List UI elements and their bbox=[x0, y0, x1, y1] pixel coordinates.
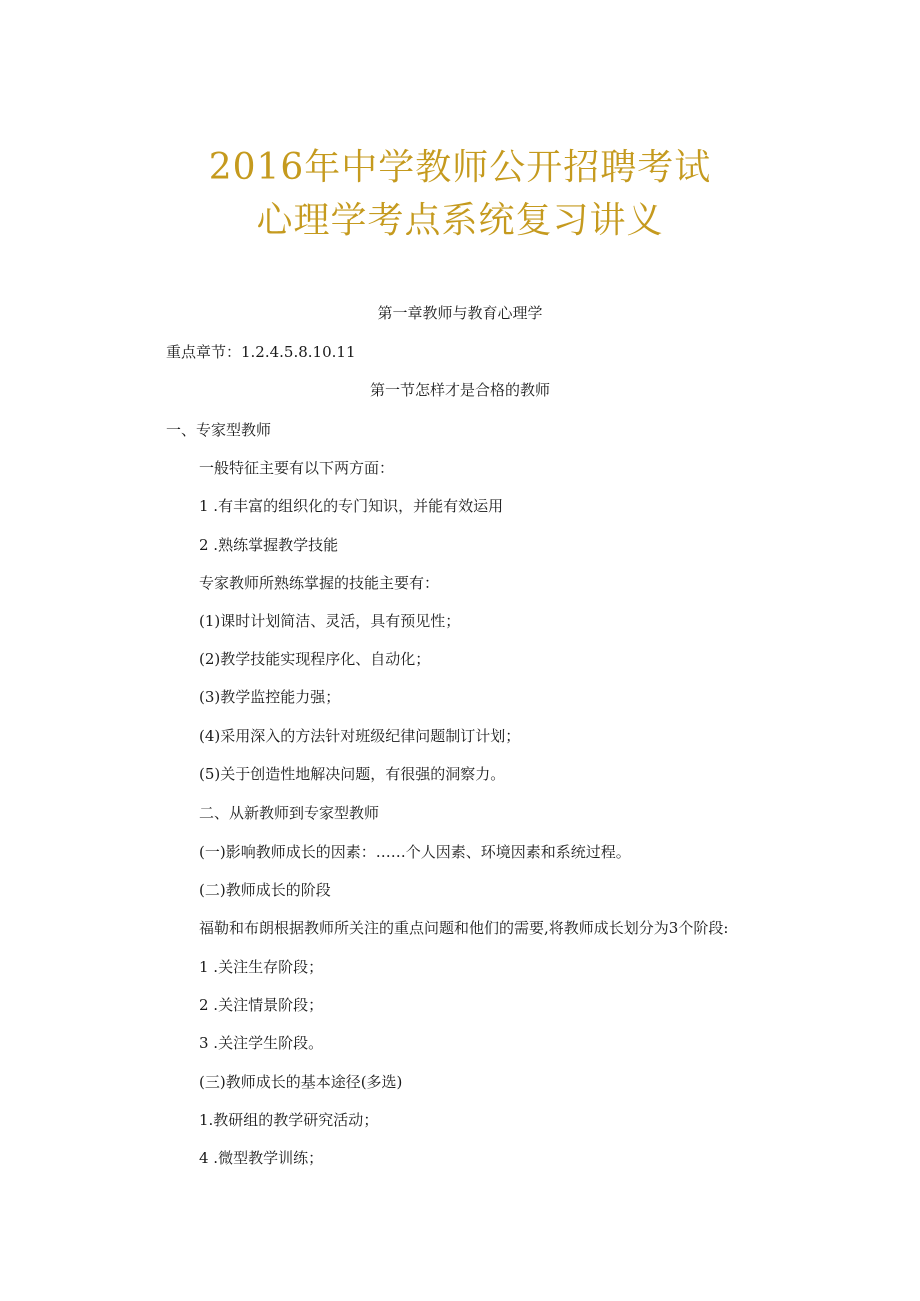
chapter-heading: 第一章教师与教育心理学 bbox=[377, 304, 543, 322]
document-title-line-2: 心理学考点系统复习讲义 bbox=[256, 200, 664, 241]
list-item: (1)课时计划简洁、灵活，具有预见性； bbox=[199, 612, 461, 630]
paragraph-line: (三)教师成长的基本途径(多选) bbox=[199, 1073, 403, 1091]
paragraph-line: 专家教师所熟练掌握的技能主要有： bbox=[199, 574, 440, 592]
list-item: 2 .熟练掌握教学技能 bbox=[199, 536, 339, 554]
list-item: 1 .关注生存阶段； bbox=[199, 958, 324, 976]
paragraph-line: (二)教师成长的阶段 bbox=[199, 881, 331, 899]
list-item: (2)教学技能实现程序化、自动化； bbox=[199, 650, 431, 668]
list-item: 2 .关注情景阶段； bbox=[199, 996, 324, 1014]
list-item: (4)采用深入的方法针对班级纪律问题制订计划； bbox=[199, 727, 521, 745]
list-item: 1.教研组的教学研究活动； bbox=[199, 1111, 379, 1129]
heading-new-to-expert: 二、从新教师到专家型教师 bbox=[199, 804, 380, 822]
heading-expert-teacher: 一、专家型教师 bbox=[166, 421, 272, 439]
paragraph-line: (一)影响教师成长的因素：……个人因素、环境因素和系统过程。 bbox=[199, 843, 631, 861]
list-item: 1 .有丰富的组织化的专门知识，并能有效运用 bbox=[199, 497, 504, 515]
paragraph-line: 一般特征主要有以下两方面： bbox=[199, 459, 395, 477]
document-title-line-1: 2016年中学教师公开招聘考试 bbox=[208, 147, 712, 188]
list-item: 3 .关注学生阶段。 bbox=[199, 1034, 324, 1052]
key-sections-line: 重点章节：1.2.4.5.8.10.11 bbox=[166, 343, 356, 361]
section-heading: 第一节怎样才是合格的教师 bbox=[369, 381, 550, 399]
list-item: 4 .微型教学训练； bbox=[199, 1149, 324, 1167]
paragraph-line: 福勒和布朗根据教师所关注的重点问题和他们的需要,将教师成长划分为3个阶段: bbox=[199, 919, 729, 937]
list-item: (5)关于创造性地解决问题，有很强的洞察力。 bbox=[199, 765, 506, 783]
list-item: (3)教学监控能力强； bbox=[199, 688, 341, 706]
